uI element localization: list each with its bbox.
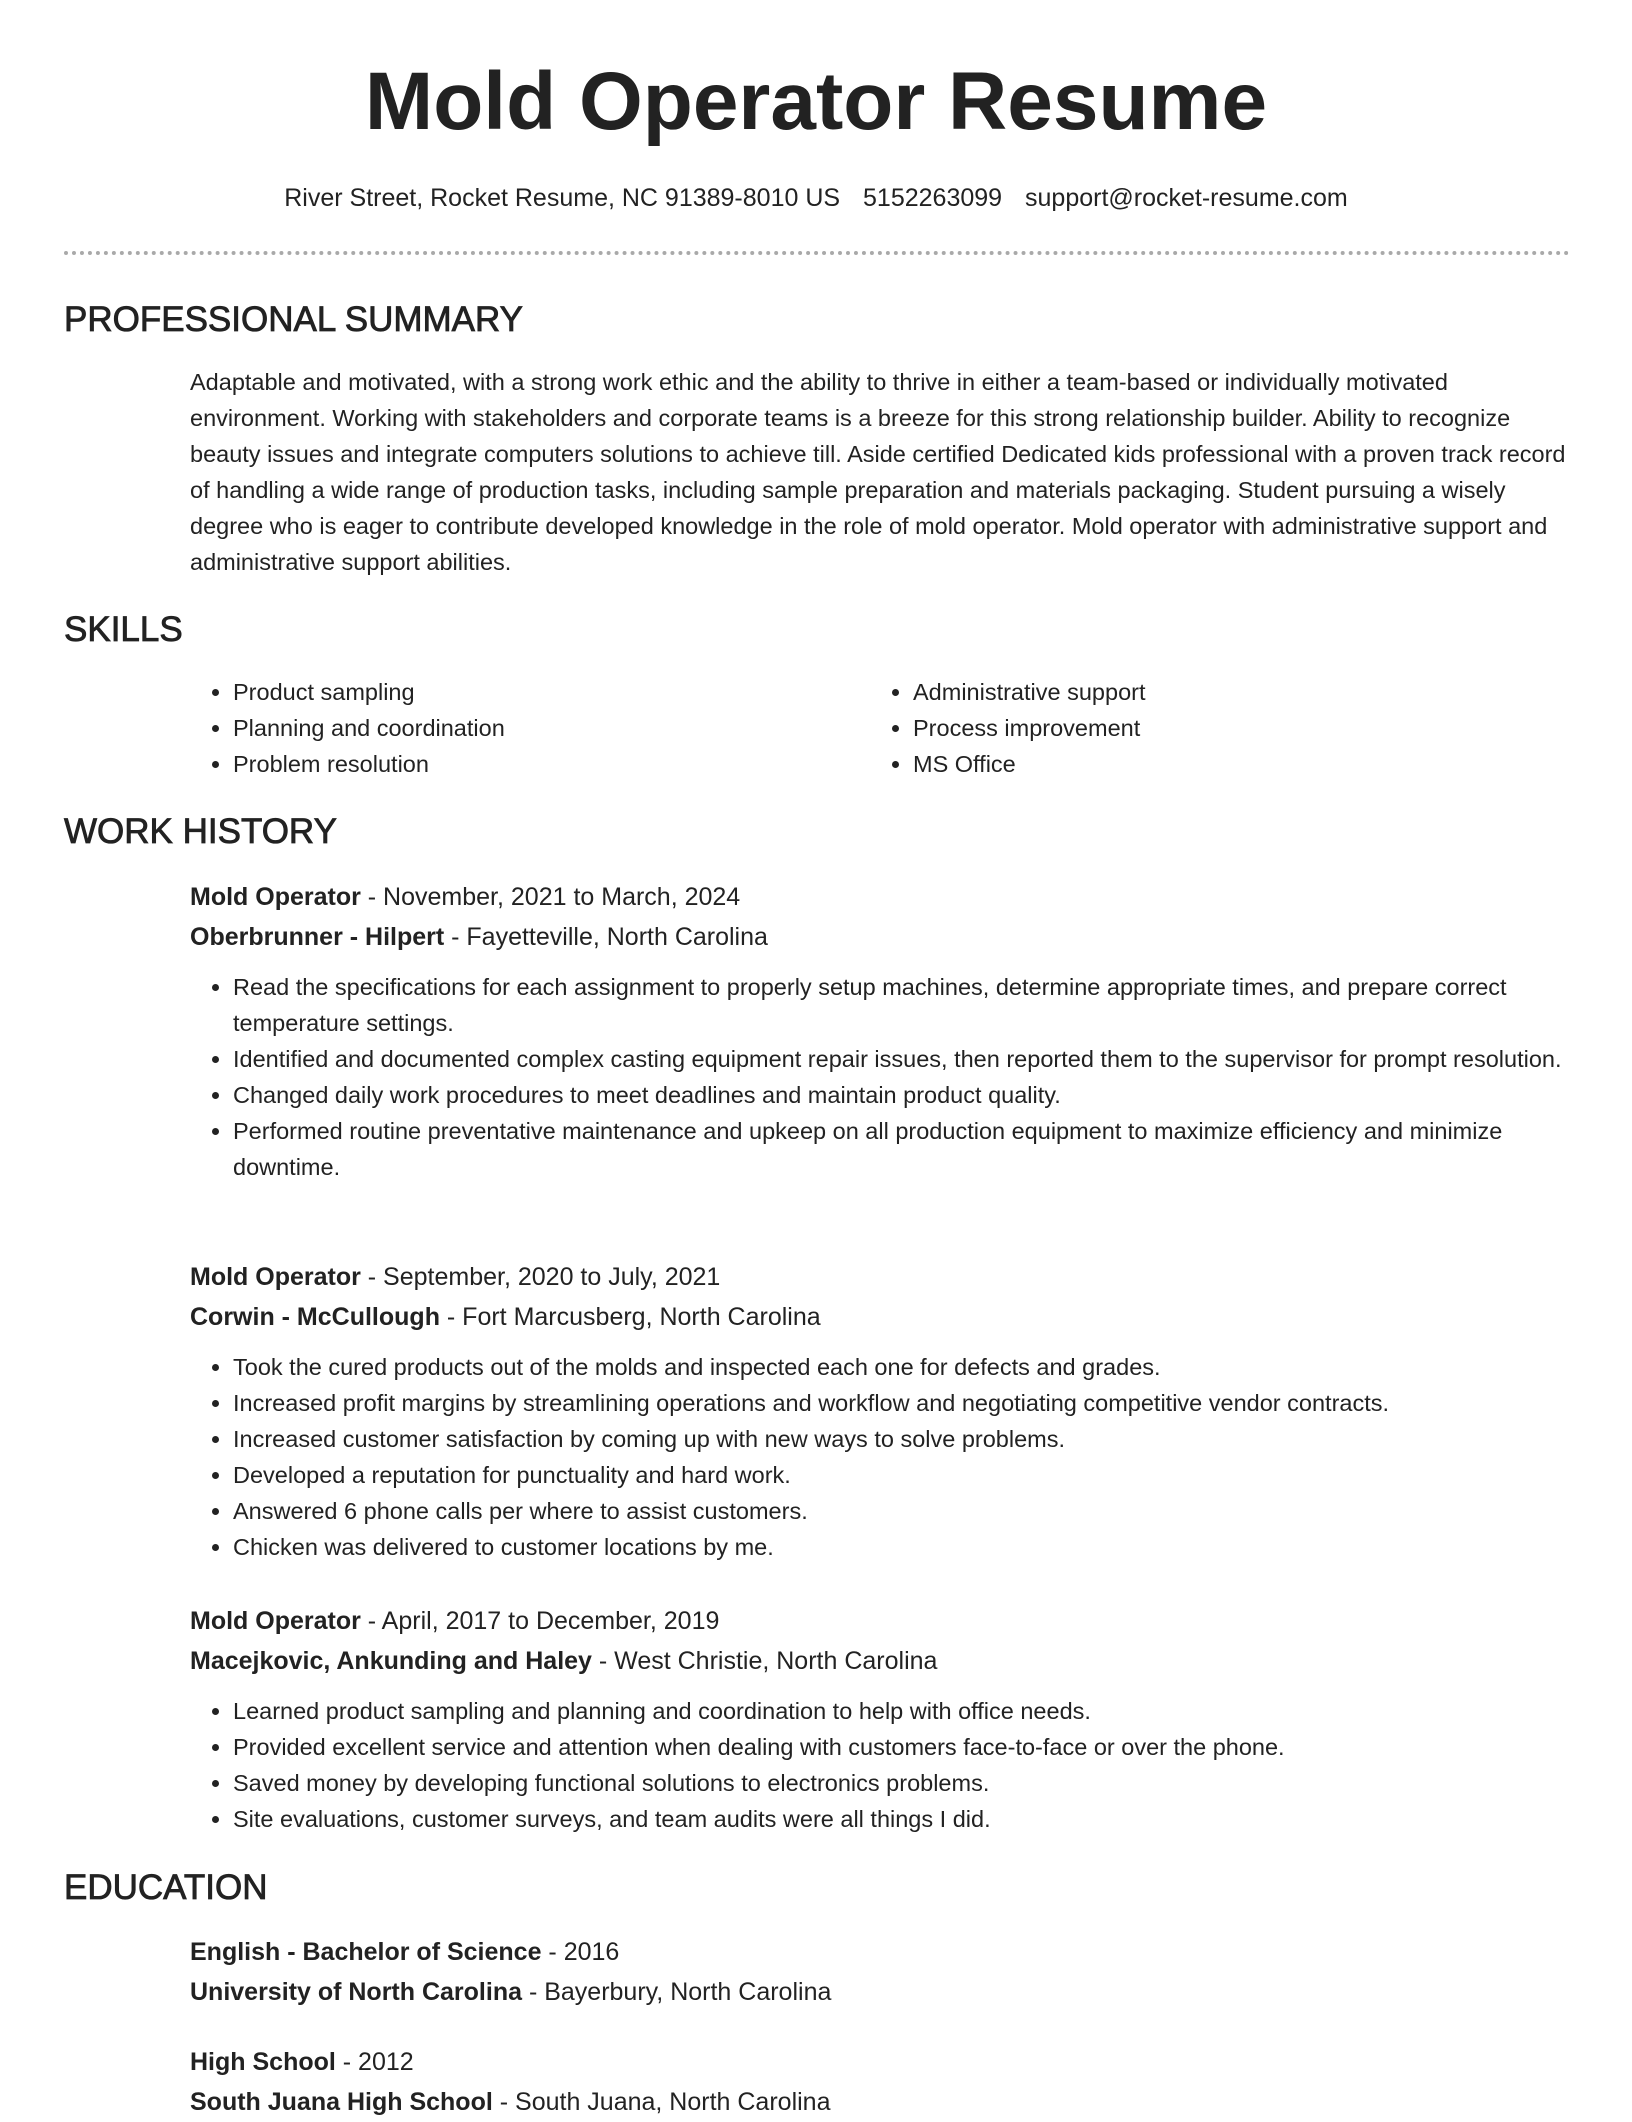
job-entry xyxy=(190,877,1575,1185)
job-bullet: • Chicken was delivered to customer locations by me. xyxy=(233,1529,1575,1565)
summary-heading: PROFESSIONAL SUMMARY xyxy=(64,300,523,339)
job-location: - Fayetteville, North Carolina xyxy=(444,923,768,951)
job-bullet: • Site evaluations, customer surveys, and team audits were all things I did. xyxy=(233,1801,1575,1837)
education-year: - 2012 xyxy=(335,2048,414,2076)
job-bullets xyxy=(190,1693,1575,1837)
education-heading: EDUCATION xyxy=(64,1868,268,1907)
page-title: Mold Operator Resume xyxy=(364,56,1268,147)
job-bullet: • Identified and documented complex casting equipment repair issues, then reported them to the supervisor for prompt resolution. xyxy=(233,1041,1575,1077)
education-location: - South Juana, North Carolina xyxy=(492,2088,831,2116)
job-bullets xyxy=(190,969,1575,1185)
skills-list-right xyxy=(870,674,1146,782)
job-dates: - April, 2017 to December, 2019 xyxy=(360,1607,720,1635)
work-heading: WORK HISTORY xyxy=(64,812,337,851)
job-dates: - September, 2020 to July, 2021 xyxy=(360,1263,721,1291)
education-degree: High School xyxy=(190,2048,336,2076)
contact-address: River Street, Rocket Resume, NC 91389-8010 US xyxy=(284,184,841,212)
job-bullet: • Answered 6 phone calls per where to assist customers. xyxy=(233,1493,1575,1529)
job-company: Macejkovic, Ankunding and Haley xyxy=(190,1647,592,1675)
job-company: Oberbrunner - Hilpert xyxy=(190,923,445,951)
contact-email: support@rocket-resume.com xyxy=(1025,184,1348,212)
job-entry xyxy=(190,1601,1575,1837)
job-bullet: • Changed daily work procedures to meet deadlines and maintain product quality. xyxy=(233,1077,1575,1113)
summary-text: Adaptable and motivated, with a strong work ethic and the ability to thrive in either a team-based or individually motivated environment. Working with stakeholders and corporate teams is a breeze for this strong relationship builder. Ability to recognize beauty issues and integrate computers solutions to achieve till. Aside certified Dedicated kids professional with a proven track record of handling a wide range of production tasks, including sample preparation and materials packaging. Student pursuing a wisely degree who is eager to contribute developed knowledge in the role of mold operator. Mold operator with administrative support and administrative support abilities. xyxy=(190,369,1566,575)
skills-heading: SKILLS xyxy=(64,610,183,649)
education-degree: English - Bachelor of Science xyxy=(190,1938,542,1966)
job-location: - West Christie, North Carolina xyxy=(591,1647,938,1675)
job-bullet: • Provided excellent service and attention when dealing with customers face-to-face or over the phone. xyxy=(233,1729,1575,1765)
education-location: - Bayerbury, North Carolina xyxy=(522,1978,832,2006)
skill-item: • Planning and coordination xyxy=(233,710,505,746)
job-bullet: • Read the specifications for each assignment to properly setup machines, determine appropriate times, and prepare correct temperature settings. xyxy=(233,969,1575,1041)
job-title: Mold Operator xyxy=(190,1607,361,1635)
job-bullet: • Increased profit margins by streamlining operations and workflow and negotiating competitive vendor contracts. xyxy=(233,1385,1575,1421)
skill-item: • Process improvement xyxy=(913,710,1146,746)
skill-item: • Problem resolution xyxy=(233,746,505,782)
education-year: - 2016 xyxy=(541,1938,620,1966)
education-school: University of North Carolina xyxy=(190,1978,522,2006)
job-title: Mold Operator xyxy=(190,1263,361,1291)
header-divider xyxy=(64,251,1570,255)
job-bullets xyxy=(190,1349,1575,1565)
job-title: Mold Operator xyxy=(190,883,361,911)
job-bullet: • Developed a reputation for punctuality and hard work. xyxy=(233,1457,1575,1493)
skills-list-left xyxy=(190,674,505,782)
education-school: South Juana High School xyxy=(190,2088,493,2116)
job-bullet: • Took the cured products out of the molds and inspected each one for defects and grades. xyxy=(233,1349,1575,1385)
job-entry xyxy=(190,1257,1575,1565)
job-dates: - November, 2021 to March, 2024 xyxy=(360,883,741,911)
contact-line xyxy=(0,180,1632,216)
job-bullet: • Increased customer satisfaction by coming up with new ways to solve problems. xyxy=(233,1421,1575,1457)
job-bullet: • Saved money by developing functional solutions to electronics problems. xyxy=(233,1765,1575,1801)
contact-phone: 5152263099 xyxy=(863,184,1003,212)
job-bullet: • Performed routine preventative maintenance and upkeep on all production equipment to maximize efficiency and minimize downtime. xyxy=(233,1113,1575,1185)
education-entry xyxy=(190,2042,1575,2122)
job-bullet: • Learned product sampling and planning and coordination to help with office needs. xyxy=(233,1693,1575,1729)
skill-item: • Administrative support xyxy=(913,674,1146,710)
skill-item: • MS Office xyxy=(913,746,1146,782)
job-location: - Fort Marcusberg, North Carolina xyxy=(439,1303,821,1331)
skill-item: • Product sampling xyxy=(233,674,505,710)
education-entry xyxy=(190,1932,1575,2012)
job-company: Corwin - McCullough xyxy=(190,1303,440,1331)
